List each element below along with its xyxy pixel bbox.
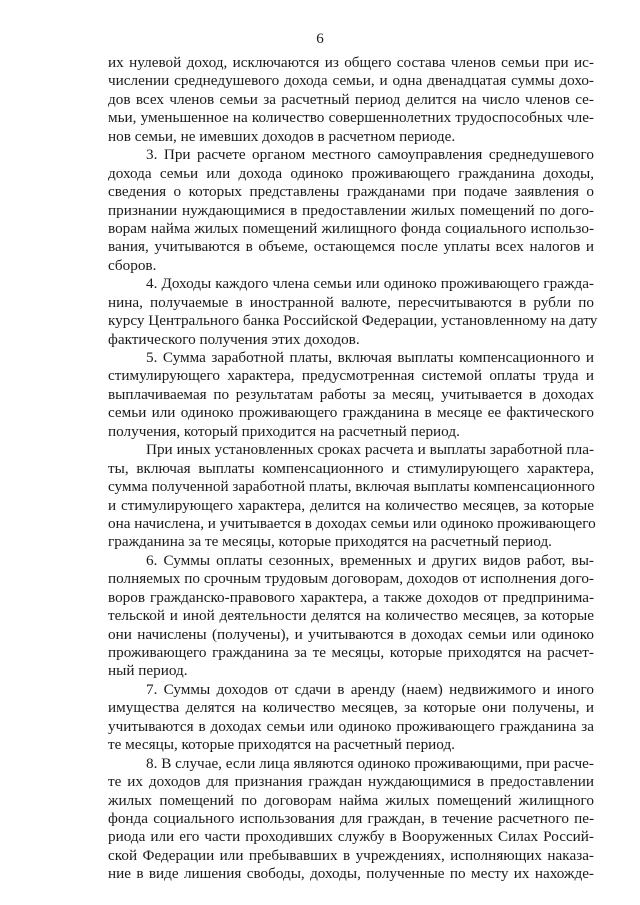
text-line: фактического получения этих доходов.: [108, 330, 360, 348]
text-line: ты, включая выплаты компенсационного и стимулирующего характера,: [108, 459, 594, 477]
text-line: они начислены (получены), и учитываются в доходах семьи или одиноко: [108, 625, 594, 643]
paragraph: [108, 755, 594, 884]
text-line: фонда социального использования для граждан, в течение расчетного пе-: [108, 809, 594, 827]
text-line: учитываются в доходах семьи или одиноко проживающего гражданина за: [108, 717, 594, 735]
text-line: нина, получаемые в иностранной валюте, пересчитываются в рубли по: [108, 293, 594, 311]
page-number: 6: [316, 31, 324, 47]
text-line: тельской и иной деятельности делятся на количество месяцев, за которые: [108, 607, 594, 625]
text-line: сборов.: [108, 256, 157, 274]
text-line: полняемых по срочным трудовым договорам, доходов от исполнения дого-: [108, 570, 594, 588]
paragraph: [108, 146, 594, 275]
text-line: признании нуждающимися в предоставлении жилых помещений по дого-: [108, 201, 594, 219]
text-line: ние в виде лишения свободы, доходы, полученные по месту их нахожде-: [108, 865, 594, 883]
text-line: гражданина за те месяцы, которые приходятся на расчетный период.: [108, 533, 552, 551]
text-line: и стимулирующего характера, делится на количество месяцев, за которые: [108, 496, 594, 514]
text-line: ворам найма жилых помещений жилищного фонда социального использо-: [108, 219, 594, 237]
text-line: вания, учитываются в объеме, остающемся после уплаты всех налогов и: [108, 238, 594, 256]
text-line: 4. Доходы каждого члена семьи или одиноко проживающего гражда-: [146, 275, 594, 293]
paragraph: [108, 552, 594, 681]
text-line: жилых помещений по договорам найма жилых помещений жилищного: [108, 791, 594, 809]
text-line: воров гражданско-правового характера, а также доходов от предпринима-: [108, 588, 594, 606]
paragraph: [108, 349, 594, 441]
text-line: семьи или одиноко проживающего гражданина в месяце ее фактического: [108, 404, 594, 422]
text-line: их нулевой доход, исключаются из общего состава членов семьи при ис-: [108, 54, 594, 71]
text-line: курсу Центрального банка Российской Федерации, установленному на дату: [108, 312, 598, 330]
text-line: 5. Сумма заработной платы, включая выплаты компенсационного и: [146, 349, 594, 366]
text-line: получения, который приходится на расчетный период.: [108, 422, 460, 440]
text-line: сведения о которых представлены гражданами при подаче заявления о: [108, 183, 594, 201]
text-line: те месяцы, которые приходятся на расчетный период.: [108, 736, 455, 754]
text-line: 3. При расчете органом местного самоуправления среднедушевого: [146, 146, 594, 164]
paragraph: [108, 54, 594, 146]
text-line: риода или его части проходивших службу в Вооруженных Силах Россий-: [108, 828, 594, 846]
text-line: числении среднедушевого дохода семьи, и одна двенадцатая суммы дохо-: [108, 72, 594, 90]
text-line: выплачиваемая по результатам работы за месяц, учитывается в доходах: [108, 385, 594, 403]
paragraph: [108, 681, 594, 755]
text-line: она начислена, и учитывается в доходах семьи или одиноко проживающего: [108, 514, 596, 532]
text-line: дохода семьи или дохода одиноко проживающего гражданина доходы,: [108, 164, 594, 182]
text-line: 6. Суммы оплаты сезонных, временных и других видов работ, вы-: [146, 551, 594, 569]
text-line: сумма полученной заработной платы, включая выплаты компенсационного: [108, 478, 595, 496]
text-line: дов всех членов семьи за расчетный период делится на число членов се-: [108, 90, 594, 108]
text-line: стимулирующего характера, предусмотренная системой оплаты труда и: [108, 367, 594, 385]
text-line: проживающего гражданина за те месяцы, которые приходятся на расчет-: [108, 644, 594, 661]
text-line: При иных установленных сроках расчета и выплаты заработной пла-: [146, 441, 594, 459]
paragraph: [108, 275, 598, 349]
text-line: нов семьи, не имевших доходов в расчетном периоде.: [108, 127, 456, 145]
text-line: 8. В случае, если лица являются одиноко проживающими, при расче-: [146, 754, 594, 772]
text-line: имущества делятся на количество месяцев, за которые они получены, и: [108, 699, 594, 717]
paragraph: [108, 441, 594, 552]
text-line: те их доходов для признания граждан нуждающимися в предоставлении: [108, 773, 594, 791]
text-line: 7. Суммы доходов от сдачи в аренду (наем) недвижимого и иного: [146, 680, 594, 698]
document-body: [108, 54, 598, 884]
text-line: мьи, уменьшенное на количество совершеннолетних трудоспособных чле-: [108, 109, 594, 127]
text-line: ской Федерации или пребывавших в учреждениях, исполняющих наказа-: [108, 846, 594, 864]
text-line: ный период.: [108, 662, 188, 680]
